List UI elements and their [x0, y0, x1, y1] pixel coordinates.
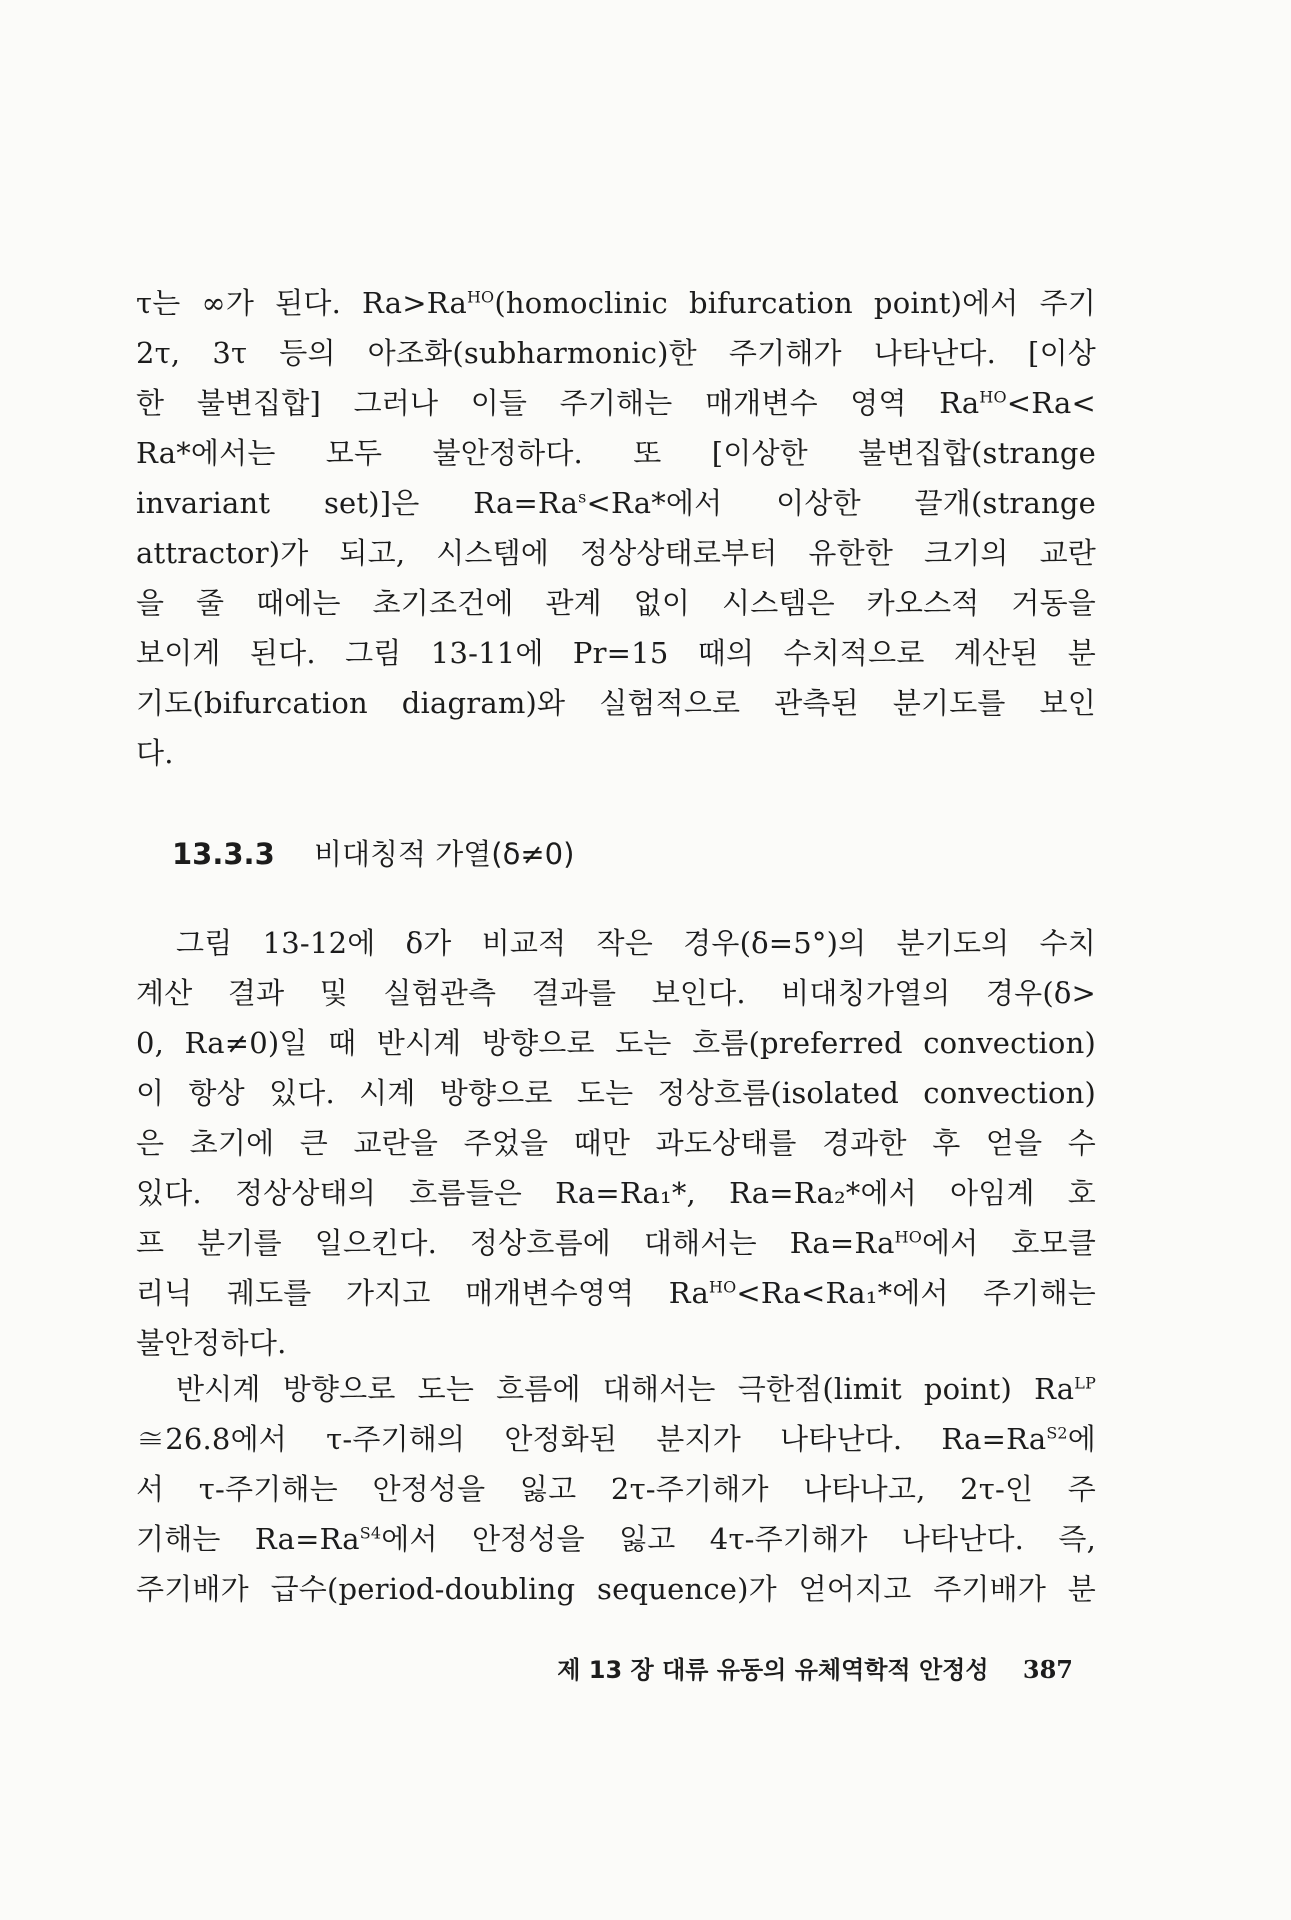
text-line: 보이게 된다. 그림 13-11에 Pr=15 때의 수치적으로 계산된 분: [136, 636, 1096, 670]
text-line: 기도(bifurcation diagram)와 실험적으로 관측된 분기도를 보인: [136, 686, 1096, 720]
text-line: τ는 ∞가 된다. $Ra>Ra^{HO}(homoclinic$ bifurcation point)에서 주기: [136, 286, 1096, 320]
text-line: 0, Ra≠0)일 때 반시계 방향으로 도는 흐름(preferred convection): [136, 1026, 1096, 1060]
text-line: 기해는 $Ra=Ra^{S4}$에서 안정성을 잃고 4τ-주기해가 나타난다. 즉,: [136, 1522, 1096, 1556]
text-line: 계산 결과 및 실험관측 결과를 보인다. 비대칭가열의 경우(δ>: [136, 976, 1096, 1010]
text-line: 그림 13-12에 δ가 비교적 작은 경우(δ=5°)의 분기도의 수치: [176, 926, 1096, 960]
paragraph-2: [136, 918, 1096, 1368]
text-line: 을 줄 때에는 초기조건에 관계 없이 시스템은 카오스적 거동을: [136, 586, 1096, 620]
running-footer-chapter: 제 13 장 대류 유동의 유체역학적 안정성: [557, 1656, 989, 1684]
text-line: 리닉 궤도를 가지고 매개변수영역 $Ra^{HO}<Ra<Ra_1*$에서 주기해는: [136, 1276, 1096, 1310]
text-line: 한 불변집합] 그러나 이들 주기해는 매개변수 영역 $Ra^{HO}<Ra<$: [136, 386, 1096, 420]
text-line: ≅26.8에서 τ-주기해의 안정화된 분지가 나타난다. $Ra=Ra^{S2}$에: [136, 1422, 1096, 1456]
text-line: invariant set)]은 $Ra=Ra^s<Ra*$에서 이상한 끌개(strange: [136, 486, 1096, 520]
text-line: 불안정하다.: [136, 1326, 287, 1360]
text-line: 주기배가 급수(period-doubling sequence)가 얻어지고 주기배가 분: [136, 1572, 1096, 1606]
page-number: 387: [1022, 1655, 1073, 1684]
section-number: 13.3.3: [172, 837, 275, 871]
text-line: 서 τ-주기해는 안정성을 잃고 2τ-주기해가 나타나고, 2τ-인 주: [136, 1472, 1096, 1506]
page-footer: [557, 1650, 1073, 1685]
text-line: 다.: [136, 736, 174, 770]
text-line: 2τ, 3τ 등의 아조화(subharmonic)한 주기해가 나타난다. [이상: [136, 336, 1096, 370]
text-line: 은 초기에 큰 교란을 주었을 때만 과도상태를 경과한 후 얻을 수: [136, 1126, 1096, 1160]
section-heading: [172, 834, 574, 874]
paragraph-3: [136, 1364, 1096, 1614]
text-line: 반시계 방향으로 도는 흐름에 대해서는 극한점(limit point) $Ra^{LP}$: [176, 1372, 1096, 1406]
text-line: 프 분기를 일으킨다. 정상흐름에 대해서는 $Ra=Ra^{HO}$에서 호모클: [136, 1226, 1096, 1260]
paragraph-1: [136, 278, 1096, 778]
section-title: 비대칭적 가열(δ≠0): [313, 837, 575, 871]
text-line: Ra*에서는 모두 불안정하다. 또 [이상한 불변집합(strange: [136, 436, 1096, 470]
text-line: 이 항상 있다. 시계 방향으로 도는 정상흐름(isolated convection): [136, 1076, 1096, 1110]
text-line: attractor)가 되고, 시스템에 정상상태로부터 유한한 크기의 교란: [136, 536, 1096, 570]
text-line: 있다. 정상상태의 흐름들은 Ra=Ra₁*, Ra=Ra₂*에서 아임계 호: [136, 1176, 1096, 1210]
